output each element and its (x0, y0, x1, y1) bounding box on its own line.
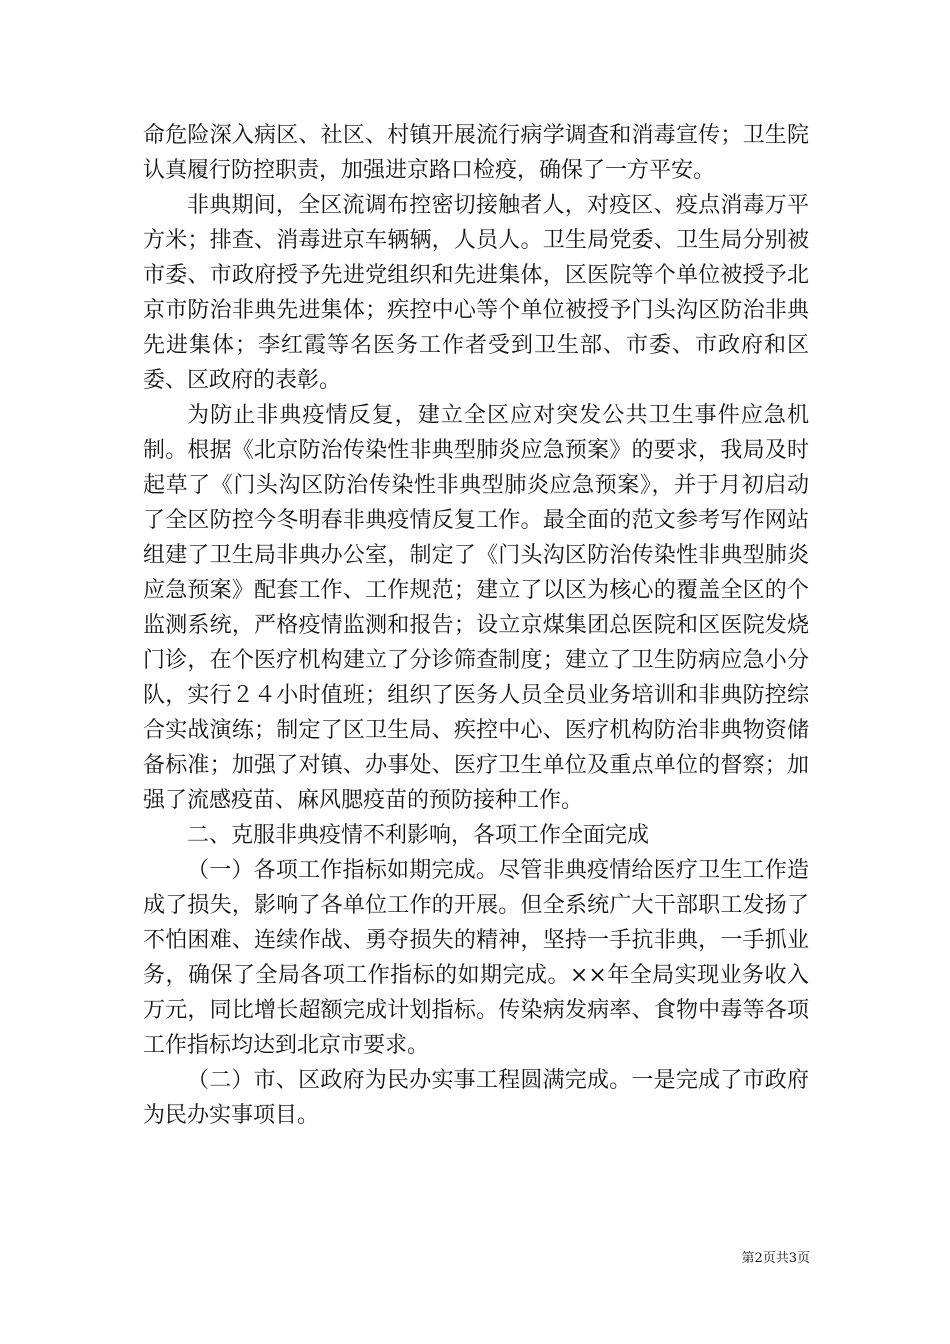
document-body (143, 118, 809, 1133)
paragraph-continuation: 命危险深入病区、社区、村镇开展流行病学调查和消毒宣传；卫生院认真履行防控职责，加强进京路口检疫，确保了一方平安。 (143, 123, 809, 183)
paragraph-sars-period: 非典期间，全区流调布控密切接触者人，对疫区、疫点消毒万平方米；排查、消毒进京车辆辆，人员人。卫生局党委、卫生局分别被市委、市政府授予先进党组织和先进集体，区医院等个单位被授予北京市防治非典先进集体；疾控中心等个单位被授予门头沟区防治非典先进集体；李红霞等名医务工作者受到卫生部、市委、市政府和区委、区政府的表彰。 (143, 193, 809, 393)
page-number: 第2页共3页 (741, 1251, 810, 1266)
paragraph-practical-projects: （二）市、区政府为民办实事工程圆满完成。一是完成了市政府为民办实事项目。 (143, 1068, 809, 1128)
section-heading-two: 二、克服非典疫情不利影响，各项工作全面完成 (187, 823, 650, 848)
paragraph-emergency-mechanism: 为防止非典疫情反复，建立全区应对突发公共卫生事件应急机制。根据《北京防治传染性非典型肺炎应急预案》的要求，我局及时起草了《门头沟区防治传染性非典型肺炎应急预案》，并于月初启动了全区防控今冬明春非典疫情反复工作。最全面的范文参考写作网站组建了卫生局非典办公室，制定了《门头沟区防治传染性非典型肺炎应急预案》配套工作、工作规范；建立了以区为核心的覆盖全区的个监测系统，严格疫情监测和报告；设立京煤集团总医院和区医院发烧门诊，在个医疗机构建立了分诊筛查制度；建立了卫生防病应急小分队，实行２４小时值班；组织了医务人员全员业务培训和非典防控综合实战演练；制定了区卫生局、疾控中心、医疗机构防治非典物资储备标准；加强了对镇、办事处、医疗卫生单位及重点单位的督察；加强了流感疫苗、麻风腮疫苗的预防接种工作。 (143, 403, 809, 813)
paragraph-work-targets: （一）各项工作指标如期完成。尽管非典疫情给医疗卫生工作造成了损失，影响了各单位工作的开展。但全系统广大干部职工发扬了不怕困难、连续作战、勇夺损失的精神，坚持一手抗非典，一手抓业务，确保了全局各项工作指标的如期完成。××年全局实现业务收入万元，同比增长超额完成计划指标。传染病发病率、食物中毒等各项工作指标均达到北京市要求。 (143, 858, 809, 1058)
